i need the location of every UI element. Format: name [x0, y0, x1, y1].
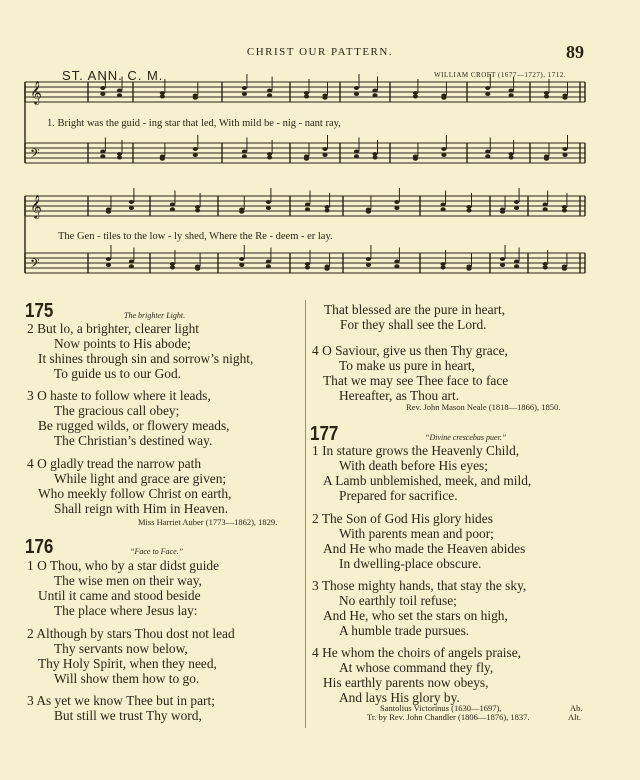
music-score [0, 0, 640, 300]
note-head [129, 200, 134, 204]
note-head [366, 263, 371, 267]
note-head [562, 96, 567, 100]
note-head [195, 209, 200, 213]
note-head [441, 147, 446, 151]
note-head [322, 153, 327, 157]
note-head [242, 150, 247, 154]
treble-clef: 𝄞 [30, 80, 42, 104]
note-head [193, 147, 198, 151]
note-head [160, 95, 165, 99]
note-head [485, 150, 490, 154]
hymn-176-verse-3-cont: That blessed are the pure in heart, For they shall see the Lord. [324, 302, 506, 332]
note-head [117, 156, 122, 160]
note-head [562, 267, 567, 271]
note-head [441, 262, 446, 266]
note-head [466, 209, 471, 213]
note-head [266, 264, 271, 268]
note-head [117, 152, 122, 156]
page-number: 89 [566, 42, 584, 62]
note-head [322, 96, 327, 100]
column-divider [305, 300, 306, 728]
note-head [509, 93, 514, 97]
note-head [441, 207, 446, 211]
note-head [129, 260, 134, 264]
note-head [485, 86, 490, 90]
note-head [514, 200, 519, 204]
note-head [305, 207, 310, 211]
note-head [543, 207, 548, 211]
note-head [100, 86, 105, 90]
note-head [239, 263, 244, 267]
hymn-177-verse-3: 3 Those mighty hands, that stay the sky, No earthly toil refuse; And He, who set the stars on high, A humble trade pursues. [312, 578, 527, 638]
note-head [325, 267, 330, 271]
note-head [394, 260, 399, 264]
note-head [509, 89, 514, 93]
note-head [242, 154, 247, 158]
note-head [500, 257, 505, 261]
note-head [562, 205, 567, 209]
note-head [394, 264, 399, 268]
note-head [466, 205, 471, 209]
lyric-line-2: The Gen - tiles to the low - ly shed, Where the Re - deem - er lay. [58, 231, 333, 242]
note-head [195, 205, 200, 209]
hymn-177-attribution-mark-1: Ab. [570, 703, 583, 713]
note-head [304, 91, 309, 95]
hymn-177-attribution-2: Tr. by Rev. John Chandler (1806—1876), 1837. [367, 712, 530, 722]
note-head [372, 89, 377, 93]
note-head [160, 91, 165, 95]
hymn-number-175: 175 [25, 300, 54, 322]
note-head [394, 200, 399, 204]
note-head [441, 266, 446, 270]
lyric-line-1: 1. Bright was the guid - ing star that led, With mild be - nig - nant ray, [47, 118, 341, 129]
note-head [366, 210, 371, 214]
note-head [100, 154, 105, 158]
hymn-176-verse-4: 4 O Saviour, give us then Thy grace, To make us pure in heart, That we may see Thee face to face Hereafter, as Thou art. [312, 343, 509, 403]
note-head [544, 95, 549, 99]
note-head [514, 206, 519, 210]
note-head [100, 150, 105, 154]
note-head [544, 157, 549, 161]
note-head [543, 266, 548, 270]
note-head [129, 264, 134, 268]
hymn-177-attribution-mark-2: Alt. [568, 712, 581, 722]
note-head [325, 205, 330, 209]
note-head [305, 266, 310, 270]
note-head [413, 157, 418, 161]
note-head [325, 209, 330, 213]
note-head [242, 86, 247, 90]
note-head [304, 157, 309, 161]
note-head [100, 92, 105, 96]
note-head [193, 96, 198, 100]
note-head [394, 206, 399, 210]
note-head [117, 93, 122, 97]
hymn-177-attribution-1: Santolius Victorinus (1630—1697), [380, 703, 502, 713]
tune-composer: WILLIAM CROFT (1677—1727), 1712. [434, 71, 566, 79]
note-head [366, 257, 371, 261]
note-head [500, 263, 505, 267]
tune-name: ST. ANN. C. M. [62, 68, 164, 83]
note-head [354, 92, 359, 96]
note-head [441, 153, 446, 157]
hymn-176-verse-1: 1 O Thou, who by a star didst guide The wise men on their way, Until it came and stood beside The place where Jesus lay: [27, 558, 220, 618]
note-head [267, 152, 272, 156]
note-head [106, 210, 111, 214]
hymn-176-verse-2: 2 Although by stars Thou dost not lead Thy servants now below, Thy Holy Spirit, when they need, Will show them how to go. [27, 626, 235, 686]
bass-clef: 𝄢 [30, 256, 40, 274]
hymn-176-attribution: Rev. John Mason Neale (1818—1866), 1850. [406, 402, 561, 412]
note-head [372, 152, 377, 156]
hymn-number-176: 176 [25, 536, 54, 558]
running-header: CHRIST OUR PATTERN. [246, 46, 394, 58]
note-head [372, 93, 377, 97]
note-head [239, 257, 244, 261]
hymn-175-verse-3: 3 O haste to follow where it leads, The gracious call obey; Be rugged wilds, or flowery meads, The Christian’s destined way. [27, 388, 230, 448]
note-head [129, 206, 134, 210]
note-head [242, 92, 247, 96]
note-head [372, 156, 377, 160]
note-head [195, 267, 200, 271]
note-head [413, 91, 418, 95]
note-head [322, 147, 327, 151]
note-head [193, 153, 198, 157]
treble-clef: 𝄞 [30, 194, 42, 218]
note-head [441, 96, 446, 100]
note-head [485, 154, 490, 158]
hymn-number-177: 177 [310, 423, 339, 445]
note-head [266, 260, 271, 264]
note-head [239, 210, 244, 214]
note-head [305, 262, 310, 266]
note-head [170, 207, 175, 211]
note-head [160, 157, 165, 161]
hymn-175-verse-4: 4 O gladly tread the narrow path While light and grace are given; Who meekly follow Christ on earth, Shall reign with Him in Heaven. [27, 456, 232, 516]
note-head [304, 95, 309, 99]
hymn-subtitle-175: The brighter Light. [124, 311, 186, 320]
note-head [514, 260, 519, 264]
note-head [544, 91, 549, 95]
note-head [509, 156, 514, 160]
note-head [170, 262, 175, 266]
note-head [267, 89, 272, 93]
note-head [500, 210, 505, 214]
note-head [543, 262, 548, 266]
note-head [170, 203, 175, 207]
note-head [354, 150, 359, 154]
hymn-subtitle-176: “Face to Face.” [130, 547, 184, 556]
note-head [354, 154, 359, 158]
hymn-175-verse-2: 2 But lo, a brighter, clearer light Now points to His abode; It shines through sin and sorrow’s night, To guide us to our God. [27, 321, 254, 381]
note-head [543, 203, 548, 207]
note-head [466, 267, 471, 271]
hymn-177-verse-1: 1 In stature grows the Heavenly Child, With death before His eyes; A Lamb unblemished, meek, and mild, Prepared for sacrifice. [312, 443, 532, 503]
hymn-175-attribution: Miss Harriet Auber (1773—1862), 1829. [138, 517, 278, 527]
note-head [267, 156, 272, 160]
note-head [562, 209, 567, 213]
hymn-177-verse-4: 4 He whom the choirs of angels praise, At whose command they fly, His earthly parents now obeys, And lays His glory by. [312, 645, 522, 705]
note-head [413, 95, 418, 99]
note-head [562, 153, 567, 157]
bass-clef: 𝄢 [30, 146, 40, 164]
note-head [305, 203, 310, 207]
note-head [106, 257, 111, 261]
note-head [266, 200, 271, 204]
note-head [267, 93, 272, 97]
note-head [562, 147, 567, 151]
note-head [509, 152, 514, 156]
note-head [354, 86, 359, 90]
note-head [266, 206, 271, 210]
hymn-177-verse-2: 2 The Son of God His glory hides With parents mean and poor; And He who made the Heaven abides In dwelling-place obscure. [312, 511, 526, 571]
hymn-subtitle-177: “Divine crescebas puer.” [425, 433, 507, 442]
hymn-176-verse-3: 3 As yet we know Thee but in part; But still we trust Thy word, [27, 693, 215, 723]
note-head [106, 263, 111, 267]
note-head [441, 203, 446, 207]
note-head [485, 92, 490, 96]
note-head [514, 264, 519, 268]
note-head [117, 89, 122, 93]
note-head [170, 266, 175, 270]
